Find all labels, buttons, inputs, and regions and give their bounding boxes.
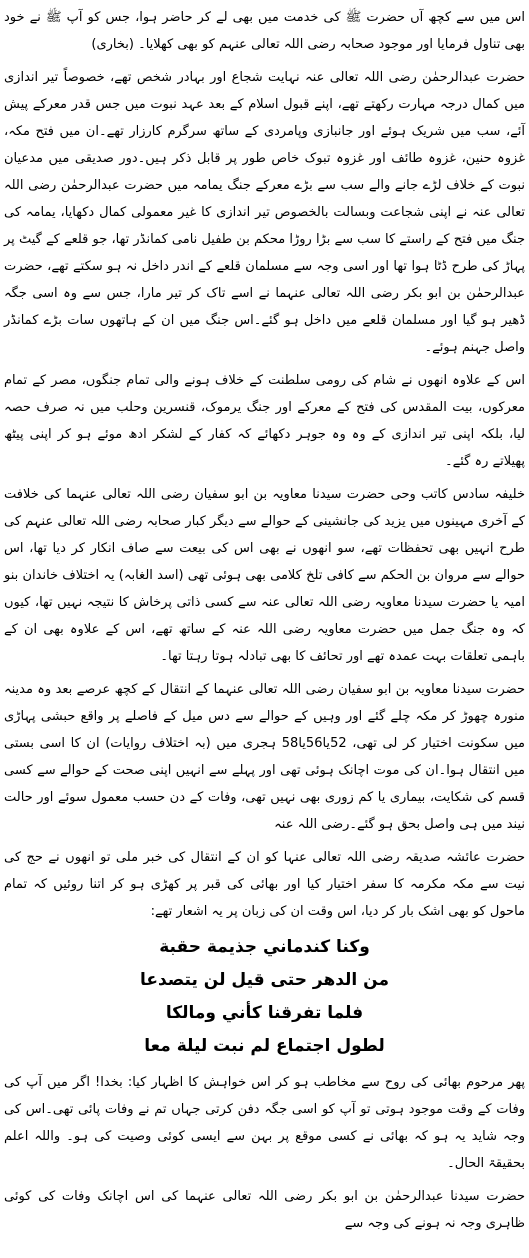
poem-verse: من الدهر حتى قيل لن يتصدعا [139,970,389,990]
poem-verse: لطول اجتماع لم نبت ليلة معا [144,1036,385,1056]
paragraph-campaigns: اس کے علاوہ انھوں نے شام کی رومی سلطنت کے خلاف ہونے والی تمام جنگوں، مصر کے تمام معرکوں، بیت المقدس کی فتح کے معرکے اور جنگ یرموک، قنسرین وحلب میں نہ صرف حصہ لیا، بلکہ اپنی تیر اندازی کے وہ وہ جوہر دکھائے کہ کفار کے لشکر ادھ موئے ہو کر اپنی پیٹھ پھیلاتے رہ گئے۔ [4,373,525,469]
paragraph-death: حضرت سیدنا معاویہ بن ابو سفیان رضی اللہ تعالی عنہما کے انتقال کے کچھ عرصے بعد وہ مدینہ منورہ چھوڑ کر مکہ چلے گئے اور وہیں کے حوالے سے دس میل کے فاصلے پر واقع حبشی پہاڑی میں سکونت اختیار کر لی تھی، 52یا56یا58 ہجری میں (بہ اختلاف روایات) ان کا اسی بستی میں انتقال ہوا۔ان کی موت اچانک ہوئی تھی اور پہلے سے انہیں اپنی صحت کے حوالے سے کسی قسم کی شکایت، بیماری یا کم زوری بھی نہیں تھی، وفات کے دن حسب معمول سوئے اور حالت نیند میں ہی واصل بحق ہو گئے۔رضی اللہ عنہ [4,682,525,832]
document-page [4,0,525,1237]
arabic-poem [4,931,525,1063]
paragraph-hadith-end: اس میں سے کچھ آں حضرت ﷺ کی خدمت میں بھی لے کر حاضر ہوا، جس کو آپ ﷺ نے خود بھی تناول فرمایا اور موجود صحابہ رضی اللہ تعالی عنہم کو بھی کھلایا۔ (بخاری) [4,10,525,52]
poem-verse: وكنا كندماني جذيمة حقبة [159,937,370,957]
paragraph-final: حضرت سیدنا عبدالرحمٰن بن ابو بکر رضی اللہ تعالی عنہما کی اس اچانک وفات کی کوئی ظاہری وجہ نہ ہونے کی وجہ سے [4,1189,525,1231]
paragraph-aisha: حضرت عائشہ صدیقہ رضی اللہ تعالی عنہا کو ان کے انتقال کی خبر ملی تو انھوں نے حج کی نیت سے مکہ مکرمہ کا سفر اختیار کیا اور بھائی کی قبر پر کھڑی ہو کر اتنا روئیں کہ تمام ماحول کو بھی اشک بار کر دیا، اس وقت ان کی زبان پر یہ اشعار تھے: [4,850,525,919]
paragraph-bravery: حضرت عبدالرحمٰن رضی اللہ تعالی عنہ نہایت شجاع اور بہادر شخص تھے، خصوصاً تیر اندازی میں کمال درجہ مہارت رکھتے تھے، اپنے قبول اسلام کے بعد عہد نبوت میں جس قدر معرکے پیش آئے، سب میں شریک ہوئے اور جانبازی وپامردی کے ساتھ سرگرم کارزار تھے۔ان میں فتح مکہ، غزوہ حنین، غزوہ طائف اور غزوہ تبوک خاص طور پر قابل ذکر ہیں۔دور صدیقی میں مدعیان نبوت کے خلاف لڑے جانے والے سب سے بڑے معرکے جنگ یمامہ میں حضرت عبدالرحمٰن رضی اللہ تعالی عنہ نے اپنی شجاعت وبسالت بالخصوص تیر اندازی کا غیر معمولی کمال دکھایا، یمامہ کی جنگ میں فتح کے راستے کا سب سے بڑا روڑا محکم بن طفیل نامی کمانڈر تھا، جو قلعے کے گیٹ پر پہاڑ کی طرح ڈٹا ہوا تھا اور اسی وجہ سے مسلمان قلعے کے اندر داخل نہ ہو سکتے تھے، حضرت عبدالرحمٰن بن ابو بکر رضی اللہ تعالی عنہما نے اسے تاک کر تیر مارا، جس سے وہ اسی جگہ ڈھیر ہو گیا اور مسلمان قلعے میں داخل ہو گئے۔اس جنگ میں ان کے ہاتھوں سات بڑے کمانڈر واصل جہنم ہوئے۔ [4,70,525,355]
paragraph-succession: خلیفہ سادس کاتب وحی حضرت سیدنا معاویہ بن ابو سفیان رضی اللہ تعالی عنہما کی خلافت کے آخری مہینوں میں یزید کی جانشینی کے حوالے سے دیگر کبار صحابہ رضی اللہ تعالی عنہم کی طرح انہیں بھی تحفظات تھے، سو انھوں نے بھی اس کی بیعت سے صاف انکار کر دیا تھا، اس حوالے سے مروان بن الحکم سے کافی تلخ کلامی بھی ہوئی تھی (اسد الغابہ) یہ اختلاف خاندان بنو امیہ یا حضرت سیدنا معاویہ رضی اللہ تعالی عنہ سے کسی ذاتی پرخاش کا نتیجہ نہیں تھا، کیوں کہ وہ جنگ جمل میں حضرت معاویہ رضی اللہ عنہ کے ساتھ تھے، اس کے علاوہ بھی ان کے باہمی تعلقات بہت عمدہ تھے اور تحائف کا بھی تبادلہ ہوتا رہتا تھا۔ [4,487,525,664]
poem-verse: فلما تفرقنا كأني ومالكا [165,1003,364,1023]
paragraph-wish: پھر مرحوم بھائی کی روح سے مخاطب ہو کر اس خواہش کا اظہار کیا: بخدا! اگر میں آپ کی وفات کے وقت موجود ہوتی تو آپ کو اسی جگہ دفن کرتی جہاں تم نے وفات پائی تھی۔اس کی وجہ شاید یہ ہو کہ بھائی نے کسی موقع پر بہن سے ایسی کوئی وصیت کی ہو۔ واللہ اعلم بحقیقۃ الحال۔ [4,1075,525,1171]
